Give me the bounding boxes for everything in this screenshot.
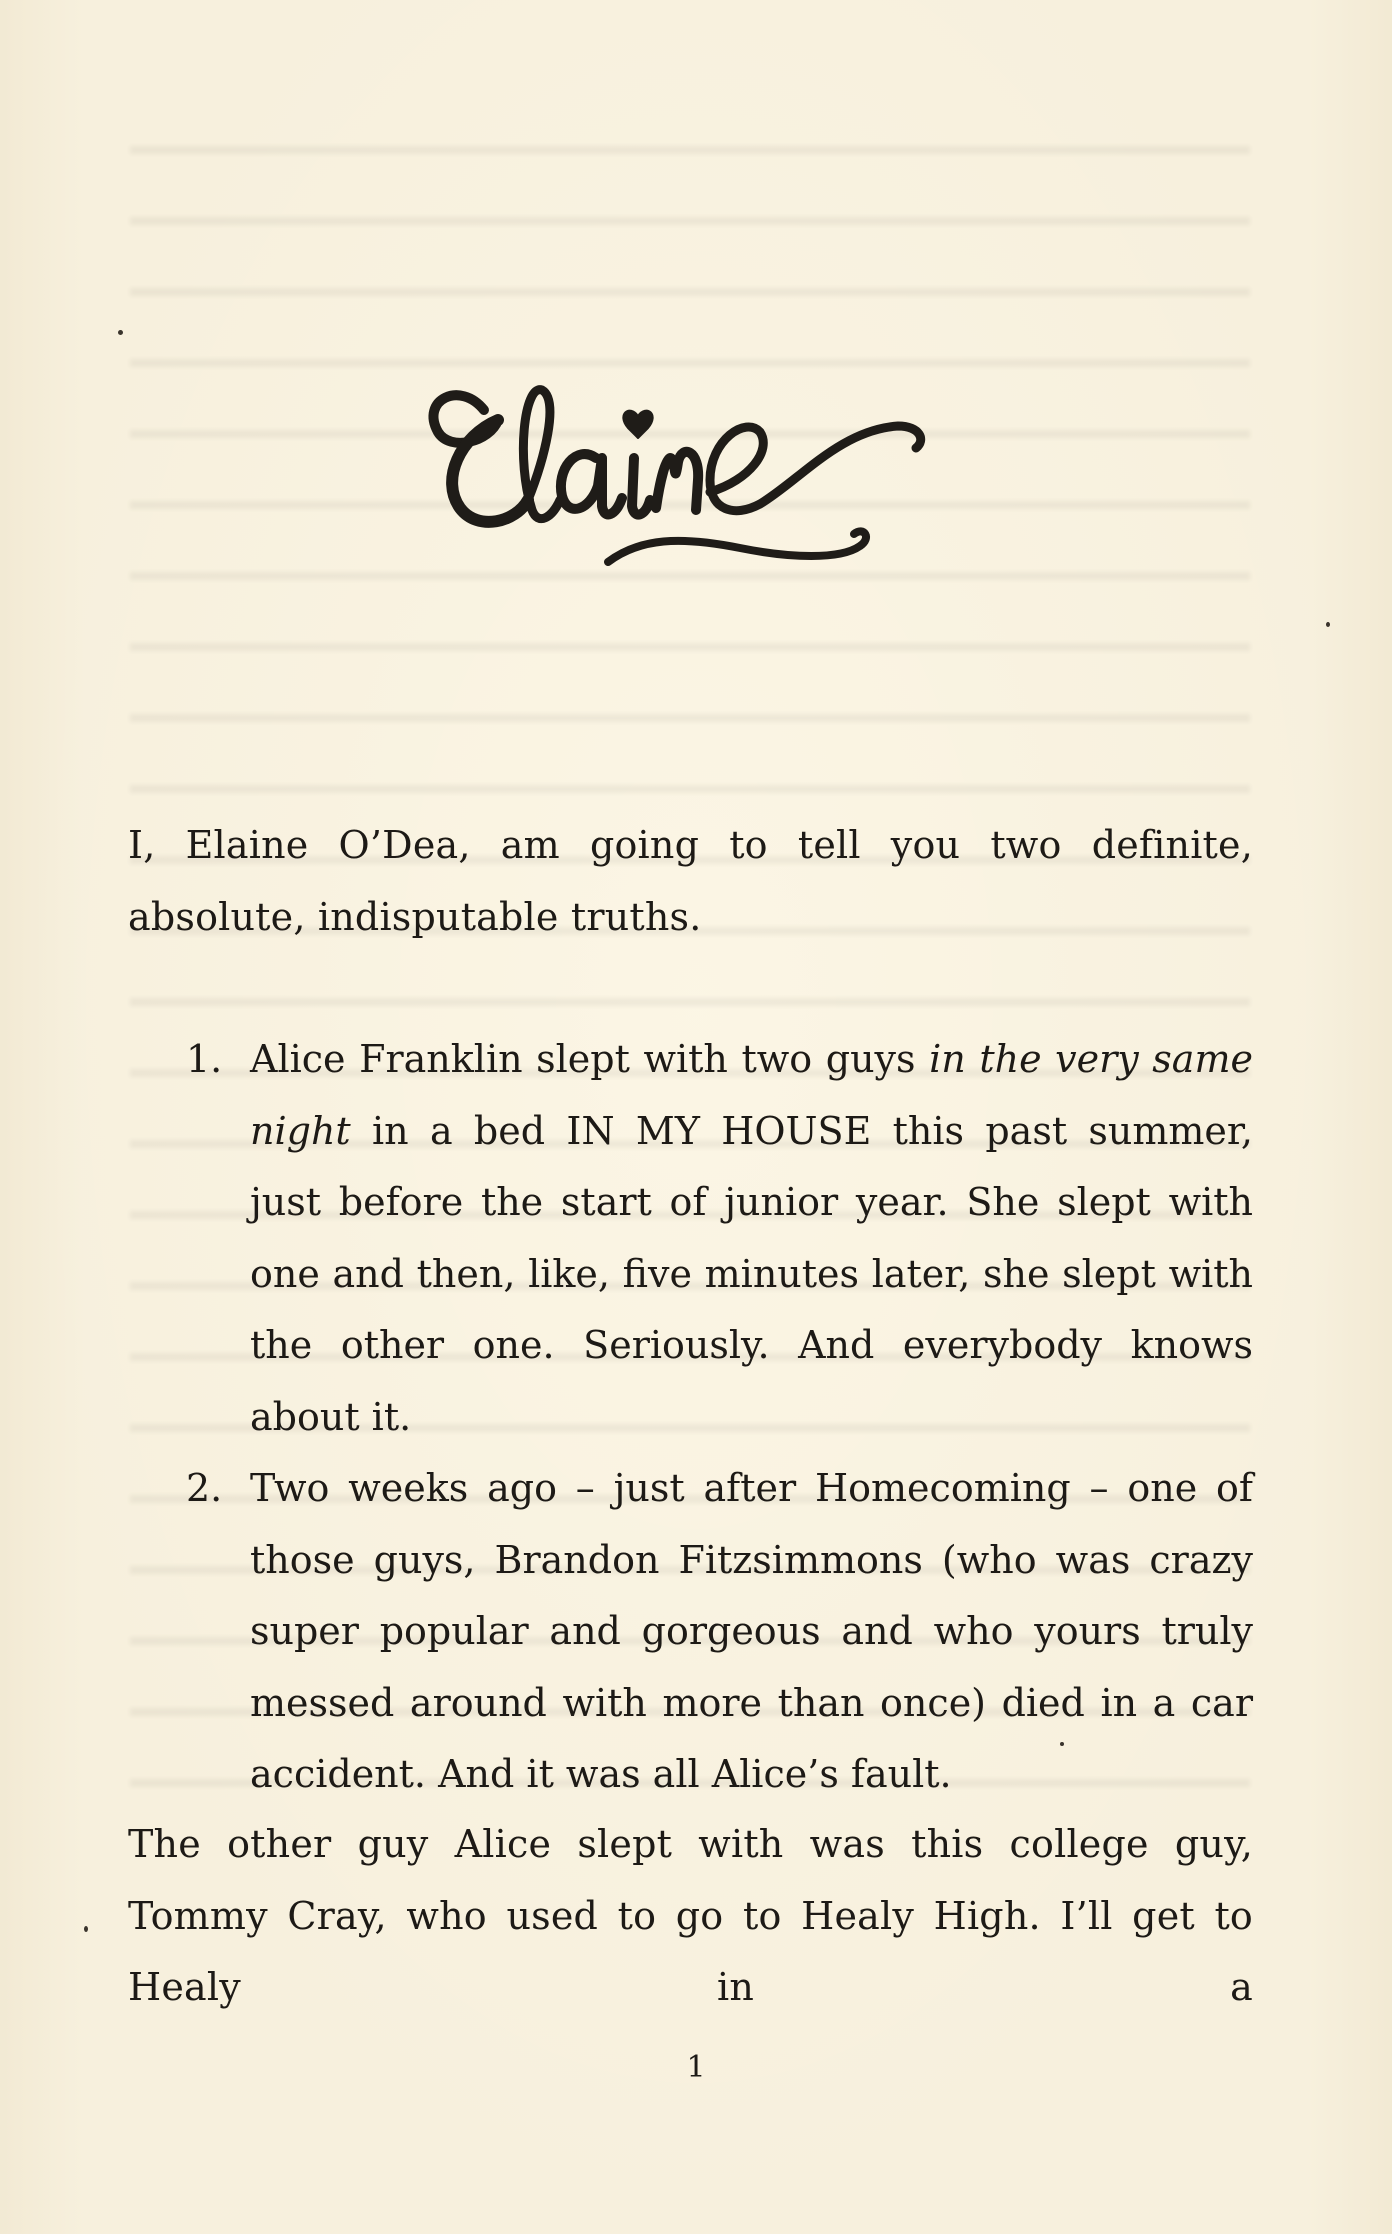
paper-speck: [84, 1926, 88, 1932]
list-item: [128, 1453, 1253, 1811]
chapter-title-lettering: [420, 340, 960, 580]
closing-paragraph: The other guy Alice slept with was this college guy, Tommy Cray, who used to go to Healy High. I’ll get to Healy in a: [128, 1822, 1253, 2009]
list-item: [128, 1024, 1253, 1453]
list-item-emphasis: in the very same night: [250, 1037, 1253, 1153]
paper-speck: [118, 330, 123, 335]
chapter-title-script-art: [420, 340, 960, 580]
list-item-text: Two weeks ago – just after Homecoming – one of those guys, Brandon Fitzsimmons (who was crazy super popular and gorgeous and who yours truly messed around with more than once) died in a car accident. And it was all Alice’s fault.: [250, 1466, 1253, 1796]
paper-speck: [1326, 622, 1330, 627]
intro-paragraph: I, Elaine O’Dea, am going to tell you two definite, absolute, indisputable truths.: [128, 823, 1253, 939]
truths-list: [128, 1024, 1253, 1811]
page-number: 1: [686, 2050, 706, 2085]
list-item-number: 1.: [186, 1037, 223, 1081]
paper-speck: [1060, 1742, 1064, 1746]
list-item-number: 2.: [186, 1466, 223, 1510]
list-item-text-end: in a bed IN MY HOUSE this past summer, just before the start of junior year. She slept with one and then, like, five minutes later, she slept with the other one. Seriously. And everybody knows about it.: [250, 1108, 1253, 1439]
list-item-text-start: Alice Franklin slept with two guys: [250, 1037, 930, 1081]
